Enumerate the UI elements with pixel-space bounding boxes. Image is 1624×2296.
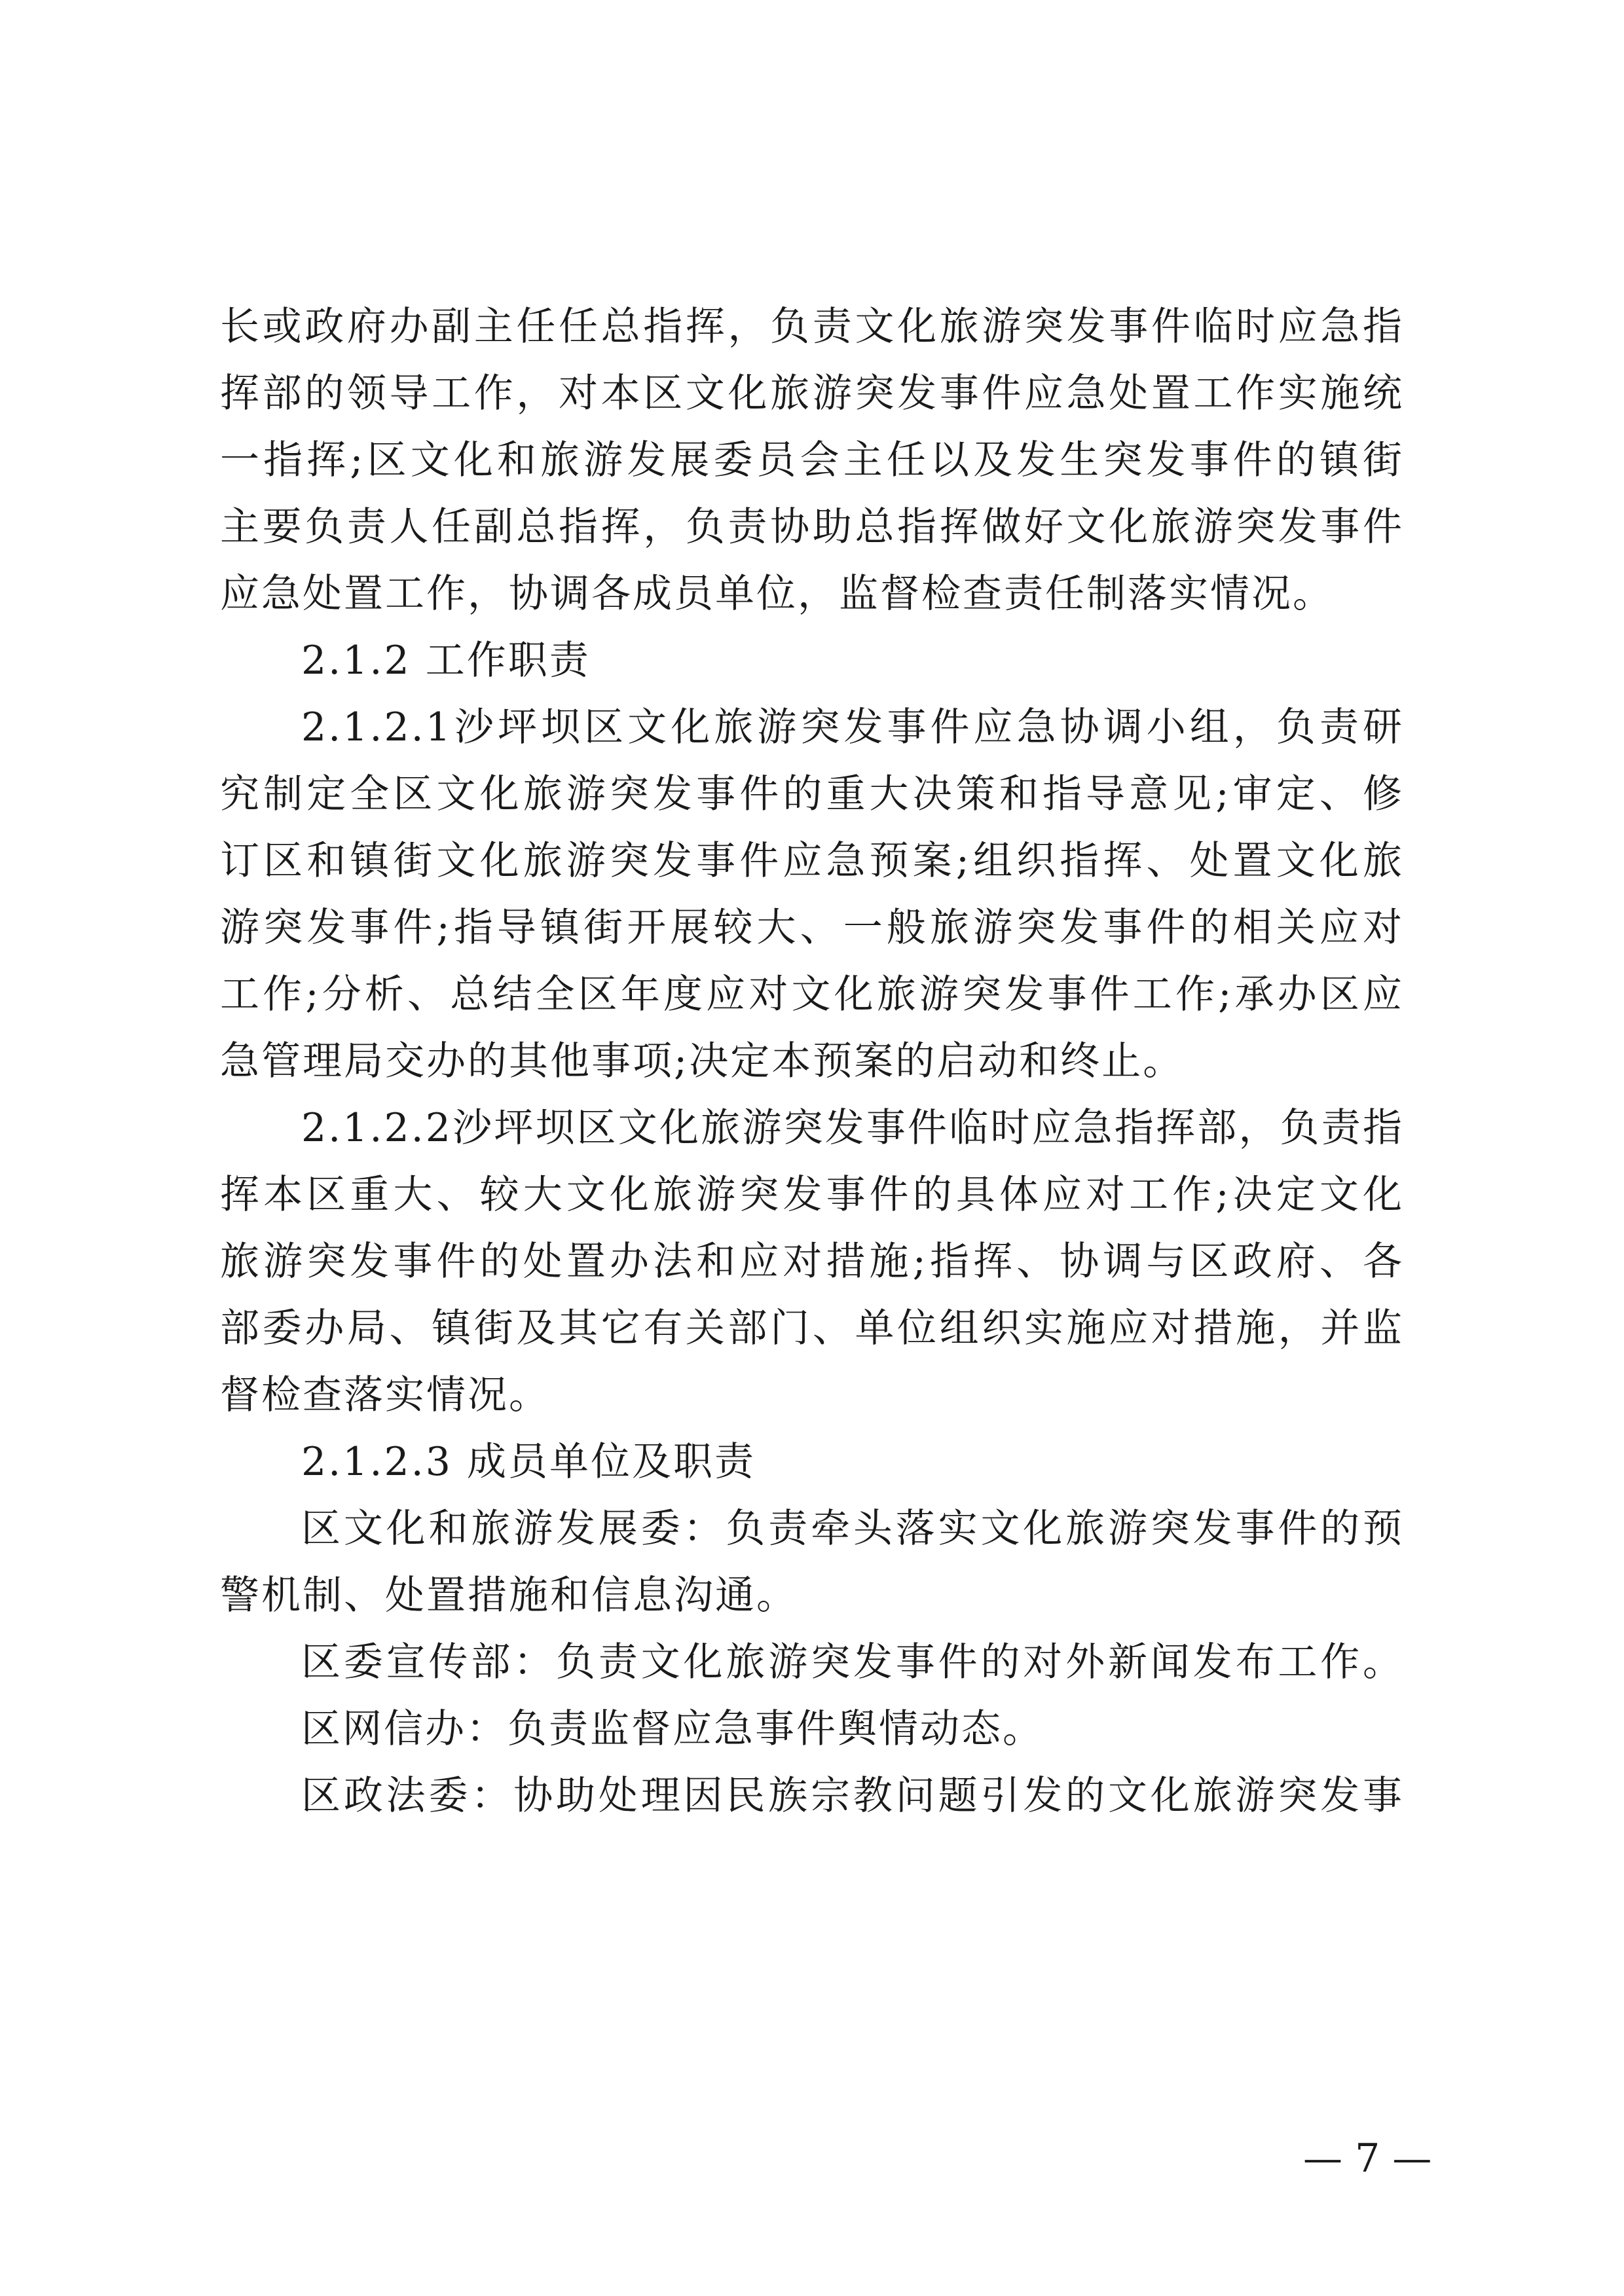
text-line: 挥部的领导工作，对本区文化旅游突发事件应急处置工作实施统 xyxy=(220,371,1404,416)
text-line: 旅游突发事件的处置办法和应对措施;指挥、协调与区政府、各 xyxy=(220,1239,1404,1285)
text-line: 工作;分析、总结全区年度应对文化旅游突发事件工作;承办区应 xyxy=(220,972,1404,1017)
text-line: 区政法委：协助处理因民族宗教问题引发的文化旅游突发事 xyxy=(301,1773,1404,1819)
text-line: 主要负责人任副总指挥，负责协助总指挥做好文化旅游突发事件 xyxy=(220,504,1404,550)
text-line: 2.1.2.2沙坪坝区文化旅游突发事件临时应急指挥部，负责指 xyxy=(301,1105,1404,1151)
document-body xyxy=(220,293,1404,1829)
page-number: — 7 — xyxy=(1303,2136,1432,2181)
text-line: 区网信办：负责监督应急事件舆情动态。 xyxy=(301,1706,1044,1752)
text-line: 订区和镇街文化旅游突发事件应急预案;组织指挥、处置文化旅 xyxy=(220,838,1404,884)
text-line: 急管理局交办的其他事项;决定本预案的启动和终止。 xyxy=(220,1038,1185,1084)
text-line: 游突发事件;指导镇街开展较大、一般旅游突发事件的相关应对 xyxy=(220,905,1404,951)
text-line: 部委办局、镇街及其它有关部门、单位组织实施应对措施，并监 xyxy=(220,1305,1404,1351)
text-line: 区委宣传部：负责文化旅游突发事件的对外新闻发布工作。 xyxy=(301,1639,1404,1685)
text-line: 2.1.2.1沙坪坝区文化旅游突发事件应急协调小组，负责研 xyxy=(301,704,1404,750)
text-line: 警机制、处置措施和信息沟通。 xyxy=(220,1573,798,1618)
text-line: 区文化和旅游发展委：负责牵头落实文化旅游突发事件的预 xyxy=(301,1506,1404,1552)
text-line: 长或政府办副主任任总指挥，负责文化旅游突发事件临时应急指 xyxy=(220,304,1404,350)
text-line: 一指挥;区文化和旅游发展委员会主任以及发生突发事件的镇街 xyxy=(220,437,1404,483)
section-heading: 2.1.2 工作职责 xyxy=(301,638,591,683)
text-line: 督检查落实情况。 xyxy=(220,1372,550,1418)
text-line: 应急处置工作，协调各成员单位，监督检查责任制落实情况。 xyxy=(220,571,1334,617)
text-line: 挥本区重大、较大文化旅游突发事件的具体应对工作;决定文化 xyxy=(220,1172,1404,1218)
section-heading: 2.1.2.3 成员单位及职责 xyxy=(301,1439,756,1485)
text-line: 究制定全区文化旅游突发事件的重大决策和指导意见;审定、修 xyxy=(220,771,1404,817)
